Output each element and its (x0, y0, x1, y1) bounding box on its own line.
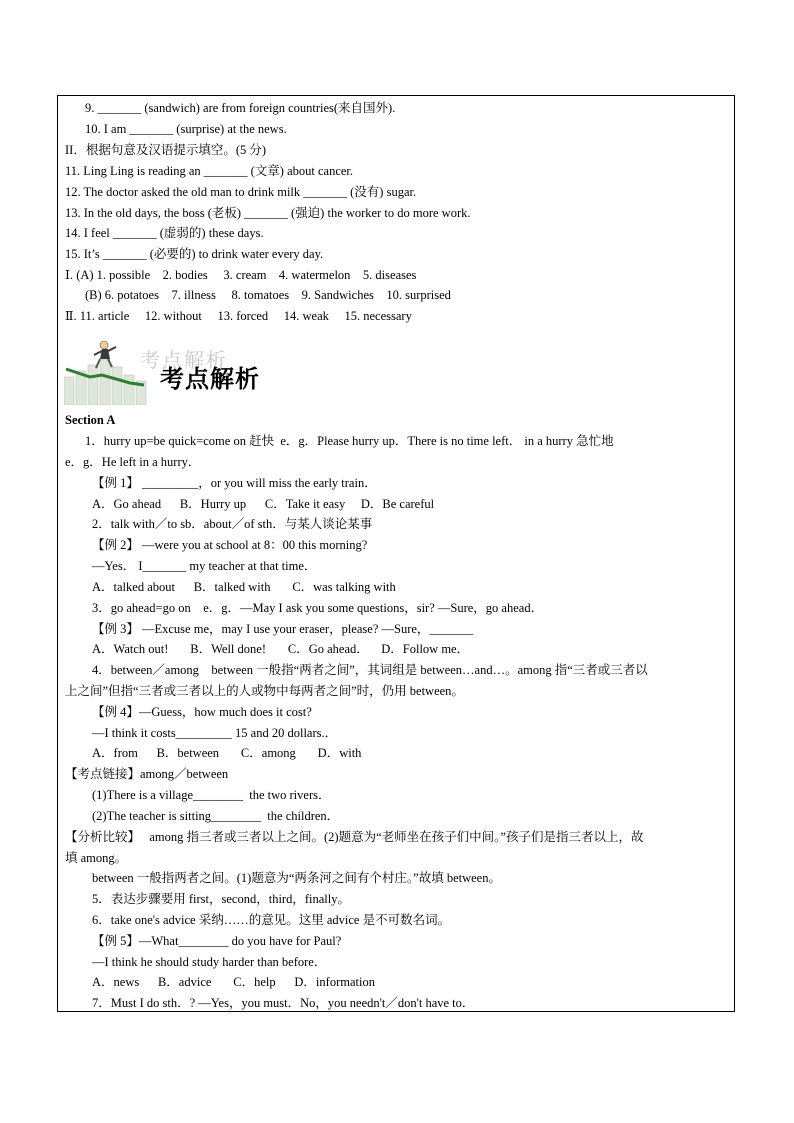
content-line: A．Go ahead B．Hurry up C．Take it easy D．Be careful (92, 497, 435, 511)
content-line: (1)There is a village________ the two rivers． (92, 788, 331, 802)
content-line: 【分析比较】 among 指三者或三者以上之间。(2)题意为“老师坐在孩子们中间。”孩子们是指三者以上，故 (65, 830, 644, 844)
content-line: 5．表达步骤要用 first，second，third，finally。 (92, 892, 350, 906)
content-line: 1．hurry up=be quick=come on 赶快 e．g．Please hurry up．There is no time left． in a hurry 急忙地 (85, 434, 614, 448)
content-line: —Yes． I_______ my teacher at that time． (92, 559, 317, 573)
content-line: 上之间”但指“三者或三者以上的人或物中每两者之间”时，仍用 between。 (65, 684, 464, 698)
exercise-line: 12. The doctor asked the old man to drink milk _______ (没有) sugar. (65, 185, 417, 199)
exercise-line: 14. I feel _______ (虚弱的) these days. (65, 226, 264, 240)
content-line: e．g．He left in a hurry． (65, 455, 201, 469)
content-line: 【例 1】 _________，or you will miss the early train． (92, 476, 377, 490)
banner-watermark: 考点解析 (140, 348, 228, 372)
content-line: A．talked about B．talked with C．was talking with (92, 580, 396, 594)
answer-line: Ⅱ. 11. article 12. without 13. forced 14. weak 15. necessary (65, 309, 412, 323)
answer-line: Ⅰ. (A) 1. possible 2. bodies 3. cream 4. watermelon 5. diseases (65, 268, 417, 282)
content-line: A．Watch out! B．Well done! C．Go ahead． D．Follow me． (92, 642, 470, 656)
content-line: (2)The teacher is sitting________ the children． (92, 809, 340, 823)
exercise-line: 10. I am _______ (surprise) at the news. (85, 122, 287, 136)
section-a-heading: Section A (65, 413, 116, 427)
content-line: —I think it costs_________ 15 and 20 dollars.． (92, 726, 338, 740)
section-banner (64, 339, 264, 405)
content-line: 【例 2】 —were you at school at 8：00 this morning? (92, 538, 368, 552)
content-line: 【例 4】—Guess，how much does it cost? (92, 705, 312, 719)
banner-title: 考点解析 (160, 365, 260, 393)
content-line: A．from B．between C．among D．with (92, 746, 362, 760)
exercise-line: 15. It’s _______ (必要的) to drink water every day. (65, 247, 324, 261)
content-line: 【例 5】—What________ do you have for Paul? (92, 934, 342, 948)
content-line: 3．go ahead=go on e．g．—May I ask you some questions，sir? —Sure，go ahead． (92, 601, 544, 615)
content-line: 4．between／among between 一般指“两者之间”，其词组是 between…and…。among 指“三者或三者以 (92, 663, 648, 677)
exercise-line: 13. In the old days, the boss (老板) _______ (强迫) the worker to do more work. (65, 206, 471, 220)
content-line: between 一般指两者之间。(1)题意为“两条河之间有个村庄。”故填 between。 (92, 871, 501, 885)
content-line: 2．talk with／to sb．about／of sth．与某人谈论某事 (92, 517, 373, 531)
section-heading: II．根据句意及汉语提示填空。(5 分) (65, 143, 267, 157)
content-line: —I think he should study harder than before． (92, 955, 327, 969)
content-line: A．news B．advice C．help D．information (92, 975, 375, 989)
content-line: 【例 3】 —Excuse me，may I use your eraser，please? —Sure，_______ (92, 622, 474, 636)
document-frame (57, 95, 735, 1012)
content-line: 填 among。 (65, 851, 128, 865)
answer-line: (B) 6. potatoes 7. illness 8. tomatoes 9. Sandwiches 10. surprised (85, 288, 451, 302)
content-line: 7．Must I do sth．? —Yes，you must．No，you needn't／don't have to． (92, 996, 475, 1010)
exercise-line: 9. _______ (sandwich) are from foreign countries(来自国外). (85, 101, 396, 115)
content-line: 6．take one's advice 采纳……的意见。这里 advice 是不可数名词。 (92, 913, 451, 927)
exercise-line: 11. Ling Ling is reading an _______ (文章) about cancer. (65, 164, 354, 178)
content-line: 【考点链接】among／between (65, 767, 229, 781)
